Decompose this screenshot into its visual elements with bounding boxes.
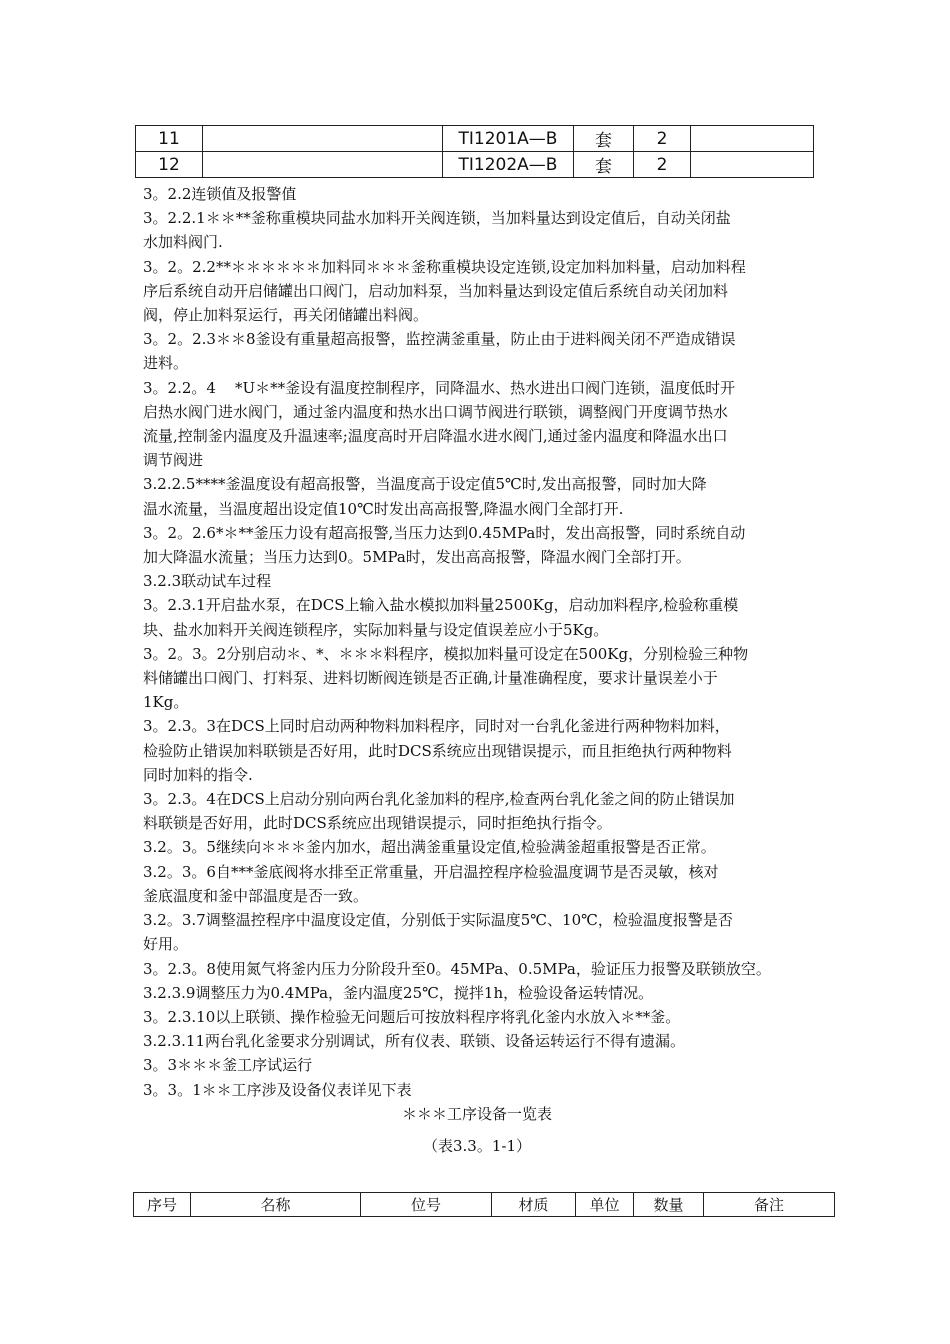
text-line: 3。2.3。4在DCS上启动分别向两台乳化釜加料的程序,检查两台乳化釜之间的防止错误加 [143,790,735,809]
text-line: 3。2.2。4 *U＊**釜设有温度控制程序，同降温水、热水进出口阀门连锁，温度低时开 [143,378,736,397]
cell-qty: 2 [634,152,691,178]
text-line: 加大降温水流量；当压力达到0。5MPa时，发出高高报警，降温水阀门全部打开。 [143,548,691,567]
header-name: 名称 [191,1193,361,1217]
instrument-table-continued [135,125,814,178]
text-line: 3.2.3.11两台乳化釜要求分别调试，所有仪表、联锁、设备运转运行不得有遗漏。 [143,1032,686,1051]
text-line: 同时加料的指令. [143,765,253,784]
text-line: 3。2.3。3在DCS上同时启动两种物料加料程序，同时对一台乳化釜进行两种物料加料， [143,717,730,736]
text-line: 3。3＊＊＊釜工序试运行 [143,1056,313,1075]
text-line: 进料。 [143,354,189,373]
cell-no: 12 [136,152,203,178]
header-tag: 位号 [361,1193,492,1217]
equipment-list-table [133,1192,835,1217]
cell-qty: 2 [634,126,691,152]
cell-tag: TI1202A—B [443,152,574,178]
text-line: 3.2.3联动试车过程 [143,572,272,591]
text-line: 3.2。3.7调整温控程序中温度设定值，分别低于实际温度5℃、10℃，检验温度报警是否 [143,911,733,930]
text-line: 3。2.3。8使用氮气将釜内压力分阶段升至0。45MPa、0.5MPa，验证压力报警及联锁放空。 [143,959,771,978]
cell-name [203,126,443,152]
table-number: （表3.3。1-1） [422,1136,531,1155]
text-line: 3。2。2.6*＊**釜压力设有超高报警,当压力达到0.45MPa时，发出高报警，同时系统自动 [143,523,746,542]
text-line: 检验防止错误加料联锁是否好用，此时DCS系统应出现错误提示，而且拒绝执行两种物料 [143,741,732,760]
text-line: 1Kg。 [143,693,189,712]
cell-unit: 套 [574,152,634,178]
header-qty: 数量 [634,1193,704,1217]
text-line: 3.2.3.9调整压力为0.4MPa，釜内温度25℃，搅拌1h，检验设备运转情况。 [143,983,654,1002]
text-line: 3.2。3。6自***釜底阀将水排至正常重量，开启温控程序检验温度调节是否灵敏，核对 [143,862,719,881]
table-row [136,126,814,152]
text-line: 3.2。3。5继续向＊＊＊釜内加水，超出满釜重量设定值,检验满釜超重报警是否正常。 [143,838,716,857]
table-title: ＊＊＊工序设备一览表 [401,1104,552,1123]
text-line: 水加料阀门. [143,233,223,252]
table-header-row [134,1193,835,1217]
text-line: 料联锁是否好用，此时DCS系统应出现错误提示，同时拒绝执行指令。 [143,814,612,833]
cell-unit: 套 [574,126,634,152]
cell-name [203,152,443,178]
header-no: 序号 [134,1193,191,1217]
header-remark: 备注 [704,1193,835,1217]
text-line: 3。2.3.1开启盐水泵，在DCS上输入盐水模拟加料量2500Kg，启动加料程序,检验称重模 [143,596,739,615]
text-line: 3。2.3.10以上联锁、操作检验无问题后可按放料程序将乳化釜内水放入＊**釜。 [143,1007,681,1026]
text-line: 块、盐水加料开关阀连锁程序，实际加料量与设定值误差应小于5Kg。 [143,620,609,639]
cell-no: 11 [136,126,203,152]
text-line: 3。2.2连锁值及报警值 [143,185,297,203]
cell-tag: TI1201A—B [443,126,574,152]
text-line: 3。3。1＊＊工序涉及设备仪表详见下表 [143,1080,412,1099]
text-line: 3.2.2.5****釜温度设有超高报警，当温度高于设定值5℃时,发出高报警，同时加大降 [143,475,707,494]
cell-remark [691,126,814,152]
text-line: 启热水阀门进水阀门，通过釜内温度和热水出口调节阀进行联锁，调整阀门开度调节热水 [143,402,729,421]
cell-remark [691,152,814,178]
text-line: 3。2。2.2**＊＊＊＊＊＊加料同＊＊＊釜称重模块设定连锁,设定加料加料量，启动加料程 [143,257,746,276]
document-body [143,182,811,1158]
text-line: 料储罐出口阀门、打料泵、进料切断阀连锁是否正确,计量准确程度，要求计量误差小于 [143,669,718,688]
text-line: 3。2。3。2分别启动＊、*、＊＊＊料程序，模拟加料量可设定在500Kg，分别检验三种物 [143,644,749,663]
text-line: 序后系统自动开启储罐出口阀门，启动加料泵，当加料量达到设定值后系统自动关闭加料 [143,281,729,300]
text-line: 3。2.2.1＊＊**釜称重模块同盐水加料开关阀连锁，当加料量达到设定值后，自动关闭盐 [143,209,731,228]
text-line: 温水流量，当温度超出设定值10℃时发出高高报警,降温水阀门全部打开. [143,499,624,518]
text-line: 好用。 [143,935,189,954]
text-line: 3。2。2.3＊＊8釜设有重量超高报警，监控满釜重量，防止由于进料阀关闭不严造成错误 [143,330,736,349]
header-material: 材质 [492,1193,576,1217]
text-line: 流量,控制釜内温度及升温速率;温度高时开启降温水进水阀门,通过釜内温度和降温水出口 [143,427,728,446]
table-row [136,152,814,178]
text-line: 调节阀进 [143,451,204,470]
header-unit: 单位 [576,1193,634,1217]
text-line: 釜底温度和釜中部温度是否一致。 [143,886,369,905]
text-line: 阀，停止加料泵运行，再关闭储罐出料阀。 [143,306,429,325]
